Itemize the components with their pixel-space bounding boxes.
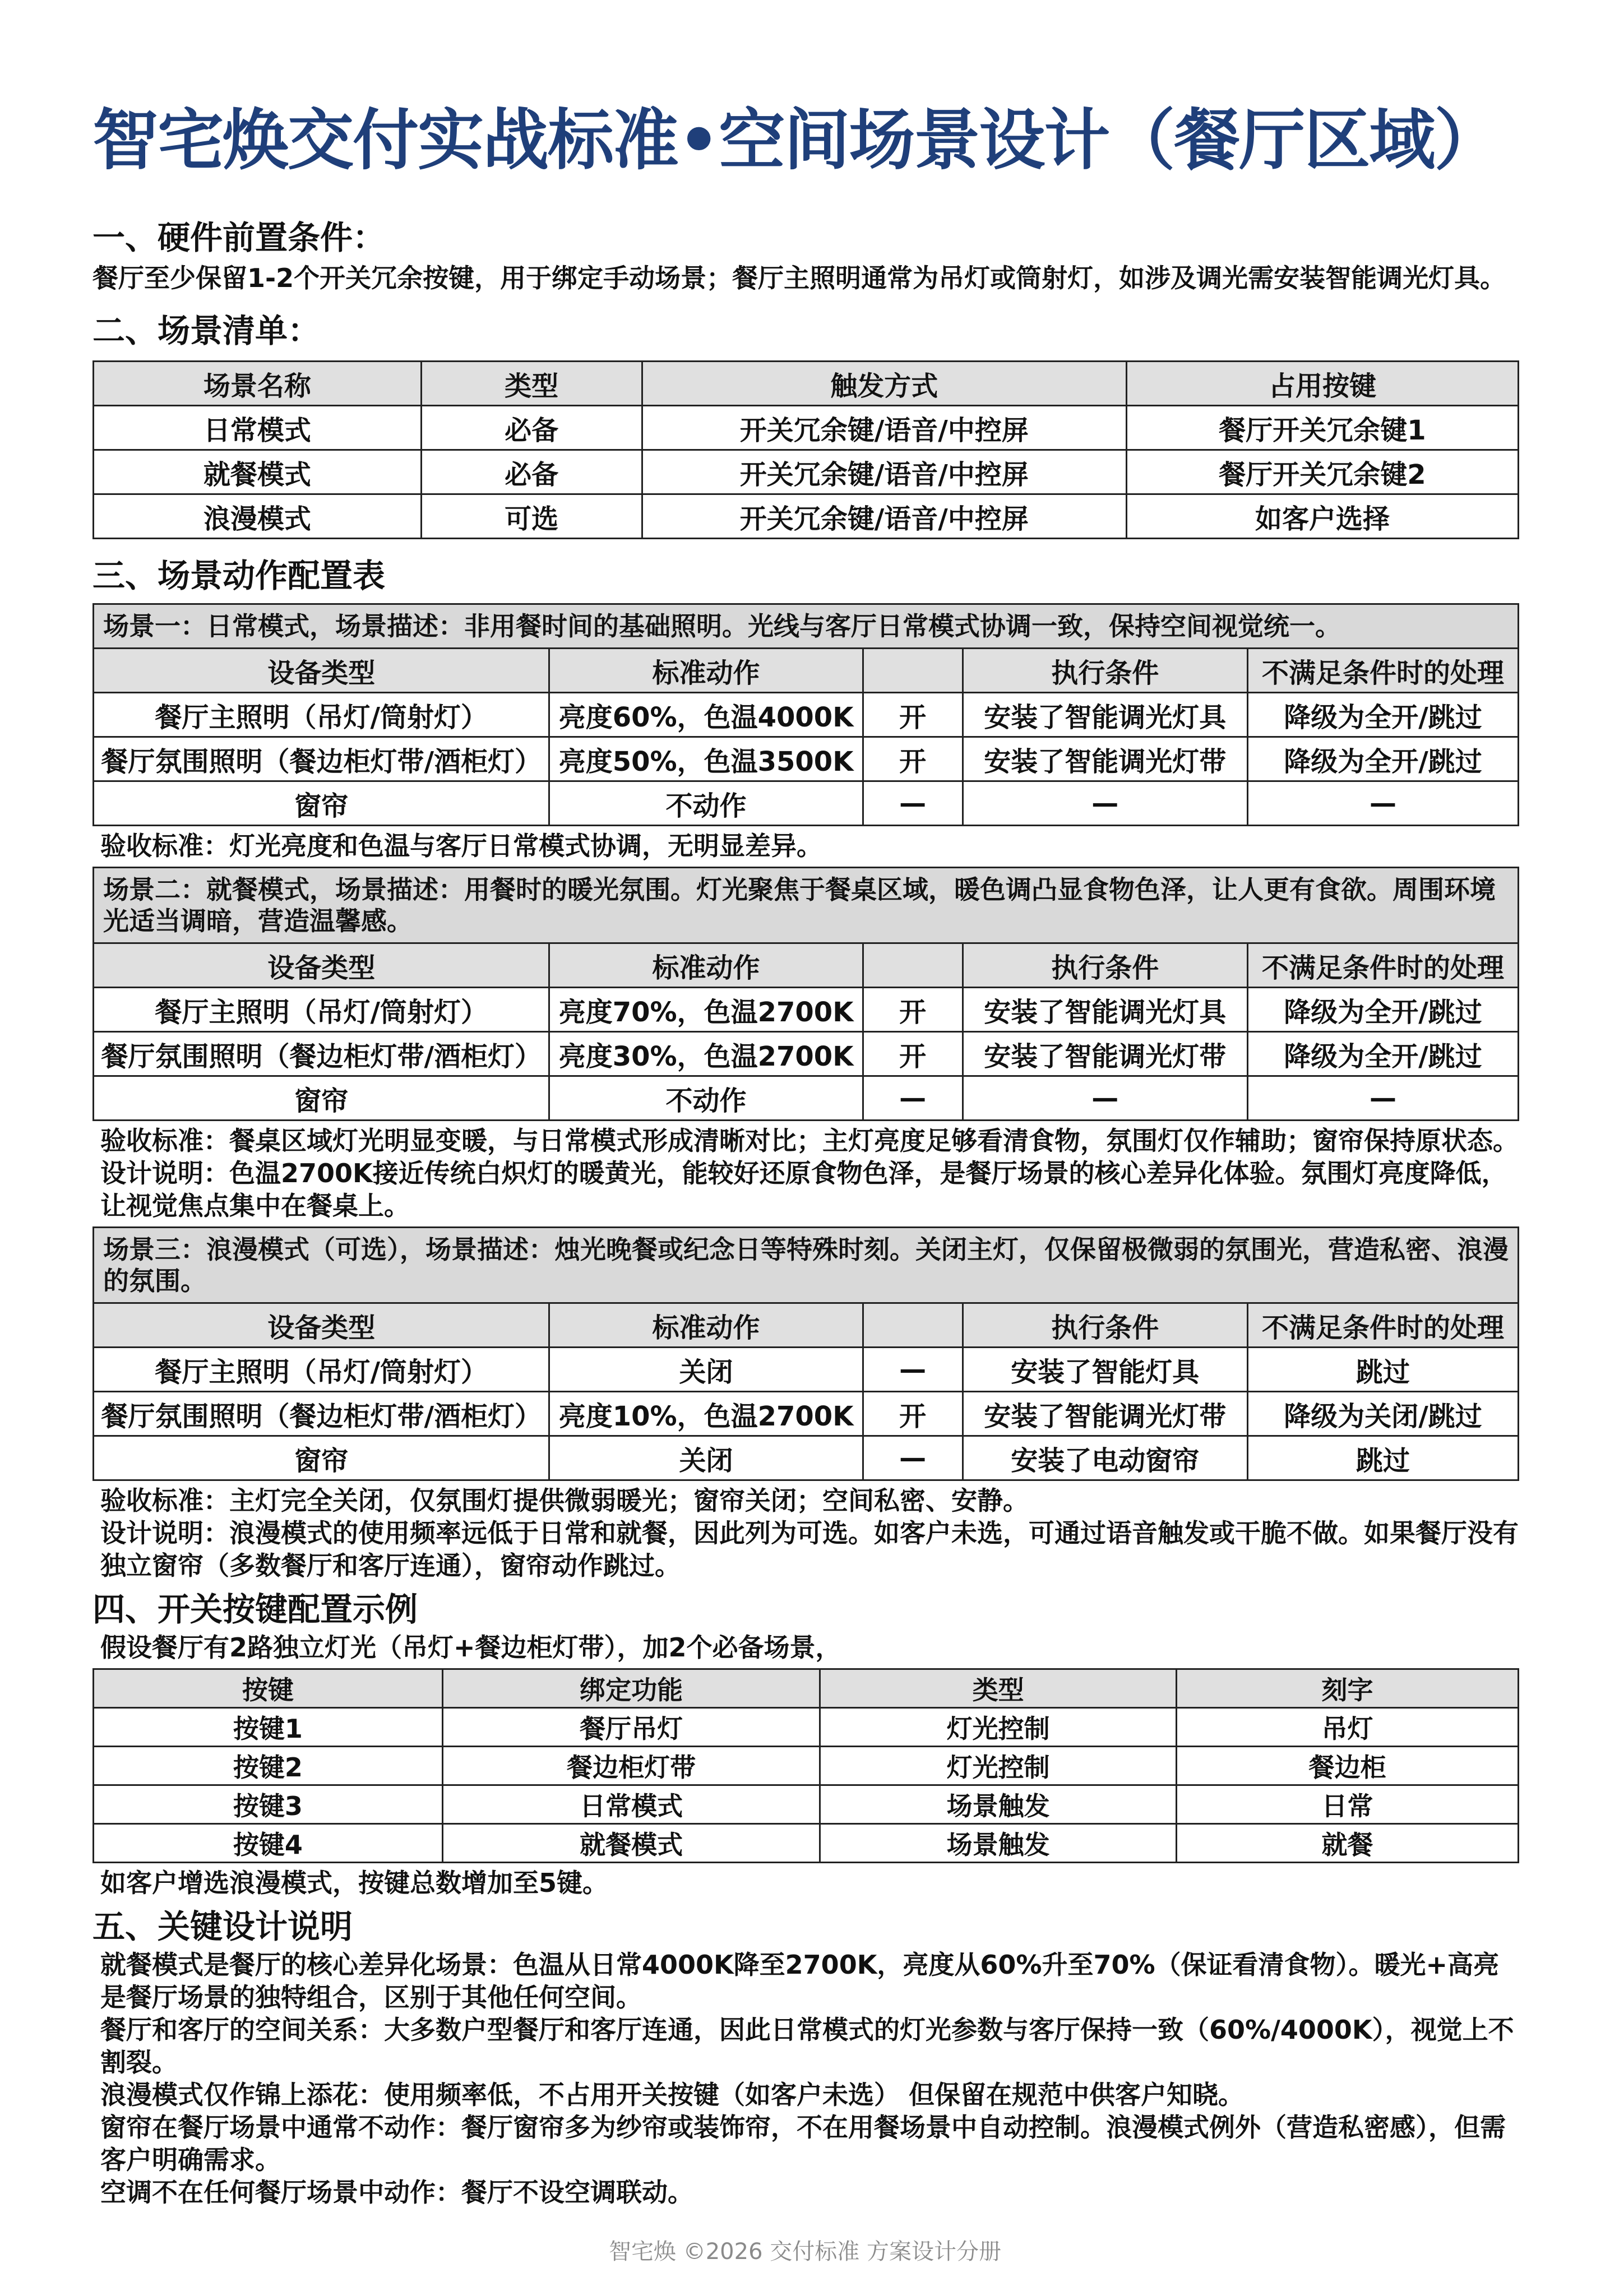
table-cell: 窗帘 — [94, 1436, 549, 1480]
table-row — [94, 1708, 1519, 1747]
table-cell: 跳过 — [1248, 1436, 1519, 1480]
table-cell: 安装了智能调光灯带 — [963, 1392, 1247, 1436]
table-cell: 如客户选择 — [1126, 494, 1518, 539]
table-row — [94, 988, 1519, 1032]
table-cell: — — [863, 1348, 963, 1392]
header-cell: 不满足条件时的处理 — [1248, 943, 1519, 988]
table-cell: 可选 — [421, 494, 642, 539]
design-note-item: 餐厅和客厅的空间关系：大多数户型餐厅和客厅连通，因此日常模式的灯光参数与客厅保持一致（60%/4000K），视觉上不割裂。 — [100, 2015, 1514, 2077]
header-cell: 绑定功能 — [442, 1669, 820, 1708]
design-note-item: 空调不在任何餐厅场景中动作：餐厅不设空调联动。 — [100, 2177, 693, 2207]
table-cell: 必备 — [421, 450, 642, 494]
table-cell: 开关冗余键/语音/中控屏 — [642, 406, 1126, 450]
section-5-heading: 五、关键设计说明 — [92, 1908, 353, 1946]
table-cell: 降级为全开/跳过 — [1248, 988, 1519, 1032]
header-cell: 设备类型 — [94, 649, 549, 693]
table-cell: 亮度50%，色温3500K — [549, 737, 863, 781]
page-footer: 智宅焕 ©2026 交付标准 方案设计分册 — [609, 2239, 1001, 2265]
table-row — [94, 1348, 1519, 1392]
design-note-item: 窗帘在餐厅场景中通常不动作：餐厅窗帘多为纱帘或装饰帘，不在用餐场景中自动控制。浪漫模式例外（营造私密感），但需客户明确需求。 — [100, 2112, 1506, 2175]
table-cell: 日常 — [1176, 1785, 1518, 1824]
header-cell: 标准动作 — [549, 1303, 863, 1348]
table-cell: 亮度10%，色温2700K — [549, 1392, 863, 1436]
table-row — [94, 1436, 1519, 1480]
table-cell: — — [1248, 1076, 1519, 1121]
table-cell: — — [863, 781, 963, 826]
table-header-row — [94, 943, 1519, 988]
header-cell: 执行条件 — [963, 649, 1247, 693]
header-cell: 触发方式 — [642, 362, 1126, 406]
design-note-item: 浪漫模式仅作锦上添花：使用频率低，不占用开关按键（如客户未选） 但保留在规范中供客户知晓。 — [100, 2080, 1244, 2110]
table-cell: 安装了智能调光灯具 — [963, 988, 1247, 1032]
table-header-row — [94, 1669, 1519, 1708]
section-1-text: 餐厅至少保留1-2个开关冗余按键，用于绑定手动场景；餐厅主照明通常为吊灯或筒射灯，如涉及调光需安装智能调光灯具。 — [92, 263, 1506, 293]
table-cell: 不动作 — [549, 781, 863, 826]
table-row — [94, 737, 1519, 781]
page-title: 智宅焕交付实战标准•空间场景设计（餐厅区域） — [92, 101, 1500, 179]
header-cell — [863, 1303, 963, 1348]
table-cell: 就餐模式 — [94, 450, 422, 494]
table-row — [94, 1032, 1519, 1076]
scene-3-design-note: 设计说明：浪漫模式的使用频率远低于日常和就餐，因此列为可选。如客户未选，可通过语音触发或干脆不做。如果餐厅没有独立窗帘（多数餐厅和客厅连通），窗帘动作跳过。 — [100, 1518, 1519, 1581]
table-cell: 餐厅主照明（吊灯/筒射灯） — [94, 988, 549, 1032]
table-header-row — [94, 1303, 1519, 1348]
section-4-heading: 四、开关按键配置示例 — [92, 1590, 418, 1628]
table-cell: 灯光控制 — [820, 1747, 1177, 1785]
table-cell: 降级为全开/跳过 — [1248, 1032, 1519, 1076]
scene-2-caption: 场景二：就餐模式，场景描述：用餐时的暖光氛围。灯光聚焦于餐桌区域，暖色调凸显食物色泽，让人更有食欲。周围环境光适当调暗，营造温馨感。 — [92, 867, 1519, 942]
table-cell: 亮度60%，色温4000K — [549, 693, 863, 737]
header-cell: 按键 — [94, 1669, 443, 1708]
scene-1-caption: 场景一：日常模式，场景描述：非用餐时间的基础照明。光线与客厅日常模式协调一致，保持空间视觉统一。 — [92, 603, 1519, 647]
scene-1-acceptance: 验收标准：灯光亮度和色温与客厅日常模式协调，无明显差异。 — [100, 831, 822, 861]
table-cell: 吊灯 — [1176, 1708, 1518, 1747]
table-cell: 开 — [863, 1392, 963, 1436]
header-cell: 设备类型 — [94, 1303, 549, 1348]
key-config-table — [92, 1668, 1519, 1863]
table-cell: 餐厅主照明（吊灯/筒射灯） — [94, 1348, 549, 1392]
header-cell — [863, 649, 963, 693]
scene-2-design-note: 设计说明：色温2700K接近传统白炽灯的暖黄光，能较好还原食物色泽，是餐厅场景的核心差异化体验。氛围灯亮度降低，让视觉焦点集中在餐桌上。 — [100, 1158, 1507, 1221]
scene-3-acceptance: 验收标准：主灯完全关闭，仅氛围灯提供微弱暖光；窗帘关闭；空间私密、安静。 — [100, 1485, 1029, 1516]
table-cell: 餐厅主照明（吊灯/筒射灯） — [94, 693, 549, 737]
table-row — [94, 494, 1519, 539]
header-cell: 不满足条件时的处理 — [1248, 1303, 1519, 1348]
table-cell: — — [863, 1436, 963, 1480]
header-cell: 标准动作 — [549, 649, 863, 693]
table-cell: 开 — [863, 737, 963, 781]
section-3-heading: 三、场景动作配置表 — [92, 557, 386, 595]
header-cell: 类型 — [820, 1669, 1177, 1708]
table-row — [94, 1076, 1519, 1121]
scene-1-table — [92, 647, 1519, 826]
table-row — [94, 1747, 1519, 1785]
table-cell: 按键1 — [94, 1708, 443, 1747]
scene-list-table — [92, 360, 1519, 539]
table-cell: 跳过 — [1248, 1348, 1519, 1392]
design-note-item: 就餐模式是餐厅的核心差异化场景：色温从日常4000K降至2700K，亮度从60%升至70%（保证看清食物）。暖光+高亮是餐厅场景的独特组合，区别于其他任何空间。 — [100, 1950, 1500, 2012]
table-cell: 安装了智能调光灯带 — [963, 1032, 1247, 1076]
table-cell: — — [863, 1076, 963, 1121]
table-cell: 餐边柜灯带 — [442, 1747, 820, 1785]
table-cell: 不动作 — [549, 1076, 863, 1121]
section-2-heading: 二、场景清单： — [92, 312, 321, 350]
table-cell: 餐厅氛围照明（餐边柜灯带/酒柜灯） — [94, 1032, 549, 1076]
table-cell: 开关冗余键/语音/中控屏 — [642, 494, 1126, 539]
table-header-row — [94, 362, 1519, 406]
table-cell: 浪漫模式 — [94, 494, 422, 539]
table-cell: 降级为全开/跳过 — [1248, 737, 1519, 781]
header-cell: 标准动作 — [549, 943, 863, 988]
header-cell: 设备类型 — [94, 943, 549, 988]
table-cell: 安装了电动窗帘 — [963, 1436, 1247, 1480]
scene-3-caption: 场景三：浪漫模式（可选），场景描述：烛光晚餐或纪念日等特殊时刻。关闭主灯，仅保留极微弱的氛围光，营造私密、浪漫的氛围。 — [92, 1226, 1519, 1302]
header-cell: 不满足条件时的处理 — [1248, 649, 1519, 693]
table-cell: — — [963, 781, 1247, 826]
table-cell: 降级为全开/跳过 — [1248, 693, 1519, 737]
header-cell: 占用按键 — [1126, 362, 1518, 406]
scene-3-table — [92, 1302, 1519, 1481]
scene-2-acceptance: 验收标准：餐桌区域灯光明显变暖，与日常模式形成清晰对比；主灯亮度足够看清食物，氛围灯仅作辅助；窗帘保持原状态。 — [100, 1126, 1519, 1156]
header-cell — [863, 943, 963, 988]
table-cell: — — [1248, 781, 1519, 826]
table-cell: 场景触发 — [820, 1785, 1177, 1824]
header-cell: 类型 — [421, 362, 642, 406]
table-cell: 开 — [863, 988, 963, 1032]
header-cell: 执行条件 — [963, 1303, 1247, 1348]
table-row — [94, 781, 1519, 826]
table-cell: 按键3 — [94, 1785, 443, 1824]
table-cell: 窗帘 — [94, 781, 549, 826]
table-cell: 关闭 — [549, 1348, 863, 1392]
table-cell: 亮度70%，色温2700K — [549, 988, 863, 1032]
table-row — [94, 693, 1519, 737]
document-page — [92, 98, 1519, 2209]
table-cell: 日常模式 — [442, 1785, 820, 1824]
table-cell: 按键2 — [94, 1747, 443, 1785]
table-cell: 按键4 — [94, 1824, 443, 1863]
table-cell: 窗帘 — [94, 1076, 549, 1121]
table-cell: 就餐模式 — [442, 1824, 820, 1863]
table-cell: 餐厅开关冗余键1 — [1126, 406, 1518, 450]
table-row — [94, 1824, 1519, 1863]
table-cell: 必备 — [421, 406, 642, 450]
table-cell: 开关冗余键/语音/中控屏 — [642, 450, 1126, 494]
header-cell: 刻字 — [1176, 1669, 1518, 1708]
table-cell: 亮度30%，色温2700K — [549, 1032, 863, 1076]
header-cell: 场景名称 — [94, 362, 422, 406]
table-cell: 场景触发 — [820, 1824, 1177, 1863]
table-cell: 安装了智能灯具 — [963, 1348, 1247, 1392]
table-header-row — [94, 649, 1519, 693]
table-cell: 餐边柜 — [1176, 1747, 1518, 1785]
table-cell: 就餐 — [1176, 1824, 1518, 1863]
table-cell: — — [963, 1076, 1247, 1121]
table-row — [94, 406, 1519, 450]
table-cell: 降级为关闭/跳过 — [1248, 1392, 1519, 1436]
table-cell: 安装了智能调光灯具 — [963, 693, 1247, 737]
table-cell: 开 — [863, 693, 963, 737]
scene-2-table — [92, 942, 1519, 1121]
header-cell: 执行条件 — [963, 943, 1247, 988]
section-4-intro: 假设餐厅有2路独立灯光（吊灯+餐边柜灯带），加2个必备场景， — [100, 1632, 841, 1663]
section-1-heading: 一、硬件前置条件： — [92, 219, 386, 257]
table-cell: 日常模式 — [94, 406, 422, 450]
table-cell: 关闭 — [549, 1436, 863, 1480]
table-cell: 餐厅吊灯 — [442, 1708, 820, 1747]
table-row — [94, 1392, 1519, 1436]
table-cell: 灯光控制 — [820, 1708, 1177, 1747]
section-4-note: 如客户增选浪漫模式，按键总数增加至5键。 — [100, 1868, 609, 1898]
table-row — [94, 450, 1519, 494]
table-cell: 餐厅氛围照明（餐边柜灯带/酒柜灯） — [94, 737, 549, 781]
table-cell: 餐厅开关冗余键2 — [1126, 450, 1518, 494]
table-cell: 餐厅氛围照明（餐边柜灯带/酒柜灯） — [94, 1392, 549, 1436]
table-cell: 开 — [863, 1032, 963, 1076]
table-row — [94, 1785, 1519, 1824]
table-cell: 安装了智能调光灯带 — [963, 737, 1247, 781]
